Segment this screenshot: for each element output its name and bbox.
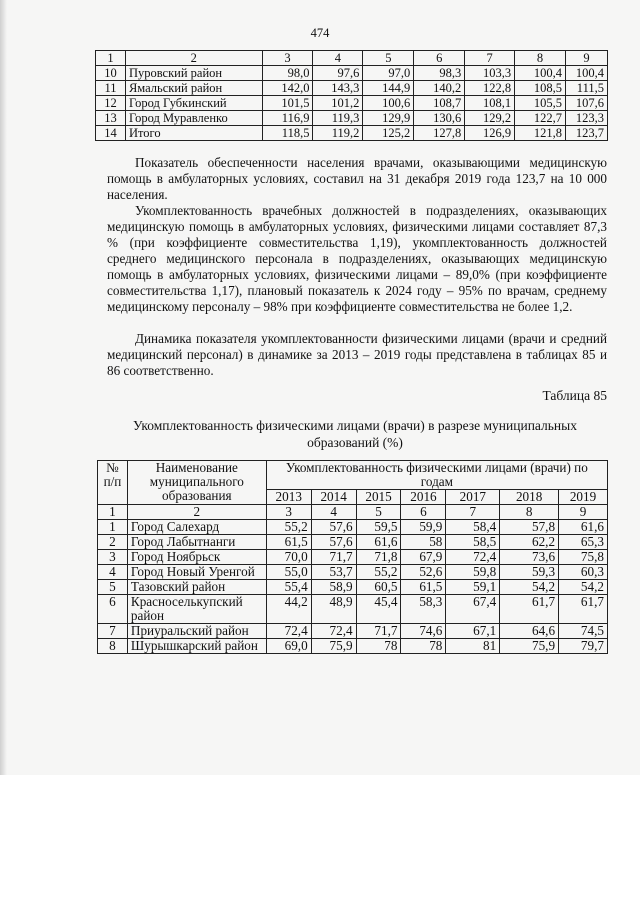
table-row: 8 Шурышкарский район 69,0 75,9 78 78 81 75,9 79,7 [98,639,608,654]
col-no-header: № п/п [98,461,128,505]
table-caption: Укомплектованность физическими лицами (врачи) в разрезе муниципальных образований (%) [133,418,577,450]
table-row: 10 Пуровский район 98,0 97,6 97,0 98,3 103,3 100,4 100,4 [96,66,608,81]
table-row: 11 Ямальский район 142,0 143,3 144,9 140,2 122,8 108,5 111,5 [96,81,608,96]
table-row: 5 Тазовский район 55,4 58,9 60,5 61,5 59,1 54,2 54,2 [98,580,608,595]
table-header-row [98,461,608,490]
col-group-header: Укомплектованность физическими лицами (врачи) по годам [266,461,607,490]
year-header: 2013 [266,490,311,505]
blank-area [0,775,640,905]
table-row-total: 14 Итого 118,5 119,2 125,2 127,8 126,9 121,8 123,7 [96,126,608,141]
table-row: 7 Приуральский район 72,4 72,4 71,7 74,6 67,1 64,6 74,5 [98,624,608,639]
page-number: 474 [310,26,330,40]
col-name-header: Наименование муниципального образования [127,461,266,505]
year-header: 2014 [311,490,356,505]
table-row: 12 Город Губкинский 101,5 101,2 100,6 108,7 108,1 105,5 107,6 [96,96,608,111]
table-index-row: 1 2 3 4 5 6 7 8 9 [96,51,608,66]
paragraph-doctor-provision: Показатель обеспеченности населения врачами, оказывающими медицинскую помощь в амбулаторных условиях, составил на 31 декабря 2019 года 123,7 на 10 000 населения. [107,155,607,202]
continuation-table [95,50,608,141]
table-row: 2 Город Лабытнанги 61,5 57,6 61,6 58 58,5 62,2 65,3 [98,535,608,550]
year-header: 2017 [446,490,500,505]
table-row: 1 Город Салехард 55,2 57,6 59,5 59,9 58,4 57,8 61,6 [98,520,608,535]
table-label: Таблица 85 [542,388,607,403]
table-row: 13 Город Муравленко 116,9 119,3 129,9 130,6 129,2 122,7 123,3 [96,111,608,126]
year-header: 2016 [401,490,446,505]
table-row: 3 Город Ноябрьск 70,0 71,7 71,8 67,9 72,4 73,6 75,8 [98,550,608,565]
scan-edge-shadow [0,0,7,775]
staffing-table [97,460,608,654]
year-header: 2015 [356,490,401,505]
table-row: 4 Город Новый Уренгой 55,0 53,7 55,2 52,6 59,8 59,3 60,3 [98,565,608,580]
year-header: 2018 [500,490,559,505]
year-header: 2019 [559,490,608,505]
table-row: 6 Красноселькупский район 44,2 48,9 45,4 58,3 67,4 61,7 61,7 [98,595,608,624]
table-index-row: 1 2 3 4 5 6 7 8 9 [98,505,608,520]
paragraph-staffing: Укомплектованность врачебных должностей в подразделениях, оказывающих медицинскую помощь в амбулаторных условиях, физическими лицами составляет 87,3 % (при коэффициенте совместительства 1,19), укомплектованность должностей среднего медицинского персонала в подразделениях, оказывающих медицинскую помощь в амбулаторных условиях, физическими лицами – 89,0% (при коэффициенте совместительства 1,17), плановый показатель к 2024 году – 95% по врачам, среднему медицинскому персоналу – 98% при коэффициенте совместительства не более 1,2. [107,203,607,314]
paragraph-dynamics: Динамика показателя укомплектованности физическими лицами (врачи и средний медицинский персонал) в динамике за 2013 – 2019 годы представлена в таблицах 85 и 86 соответственно. [107,331,607,378]
